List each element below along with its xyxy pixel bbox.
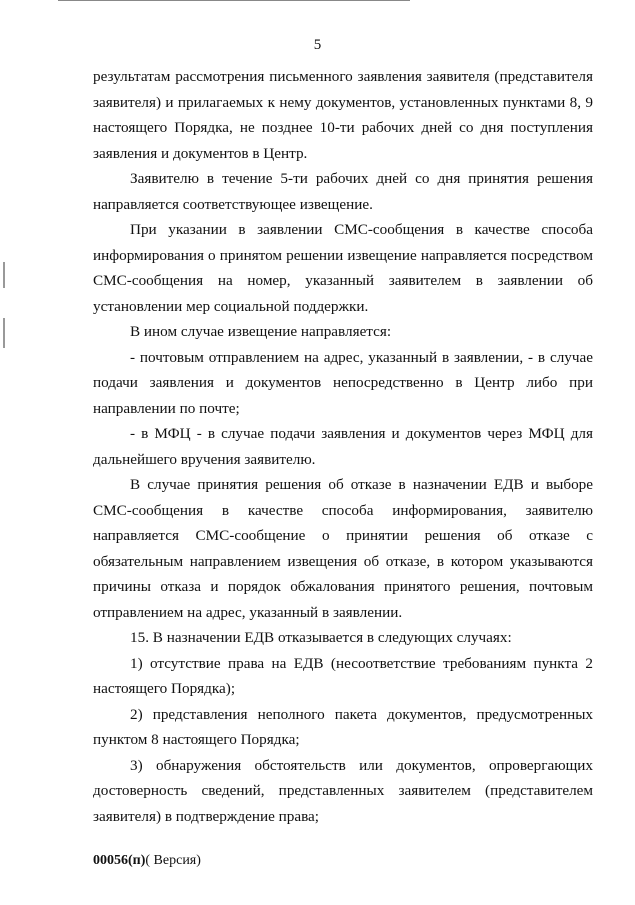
paragraph: 1) отсутствие права на ЕДВ (несоответствие требованиям пункта 2 настоящего Порядка); [93, 654, 593, 697]
document-code: 00056(п) [93, 853, 146, 868]
paragraph: 15. В назначении ЕДВ отказывается в следующих случаях: [130, 629, 512, 646]
scan-margin-mark [3, 318, 5, 348]
paragraph: В случае принятия решения об отказе в назначении ЕДВ и выборе СМС-сообщения в качестве способа информирования, заявителю направляется СМС-сообщение о принятии решения об отказе с обязательным направлением извещения об отказе, в котором указываются причины отказа и порядок обжалования принятого решения, почтовым отправлением на адрес, указанный в заявлении. [93, 476, 593, 621]
paragraph: - почтовым отправлением на адрес, указанный в заявлении, - в случае подачи заявления и документов непосредственно в Центр либо при направлении по почте; [93, 348, 593, 417]
document-version: ( Версия) [145, 853, 201, 868]
paragraph: При указании в заявлении СМС-сообщения в качестве способа информирования о принятом решении извещение направляется посредством СМС-сообщения на номер, указанный заявителем в заявлении об установлении мер социальной поддержки. [93, 221, 593, 315]
page-number: 5 [313, 37, 322, 53]
paragraph: 3) обнаружения обстоятельств или документов, опровергающих достоверность сведений, представленных заявителем (представителем заявителя) в подтверждение права; [93, 756, 593, 825]
paragraph: В ином случае извещение направляется: [130, 323, 392, 340]
top-rule [58, 0, 410, 1]
paragraph: Заявителю в течение 5-ти рабочих дней со дня принятия решения направляется соответствующее извещение. [93, 170, 593, 213]
paragraph: результатам рассмотрения письменного заявления заявителя (представителя заявителя) и прилагаемых к нему документов, установленных пунктами 8, 9 настоящего Порядка, не позднее 10-ти рабочих дней со дня поступления заявления и документов в Центр. [93, 68, 593, 162]
scan-margin-mark [3, 262, 5, 288]
paragraph: - в МФЦ - в случае подачи заявления и документов через МФЦ для дальнейшего вручения заявителю. [93, 425, 593, 468]
footer [93, 852, 201, 870]
paragraph: 2) представления неполного пакета документов, предусмотренных пунктом 8 настоящего Порядка; [93, 705, 593, 748]
document-body [93, 64, 593, 829]
